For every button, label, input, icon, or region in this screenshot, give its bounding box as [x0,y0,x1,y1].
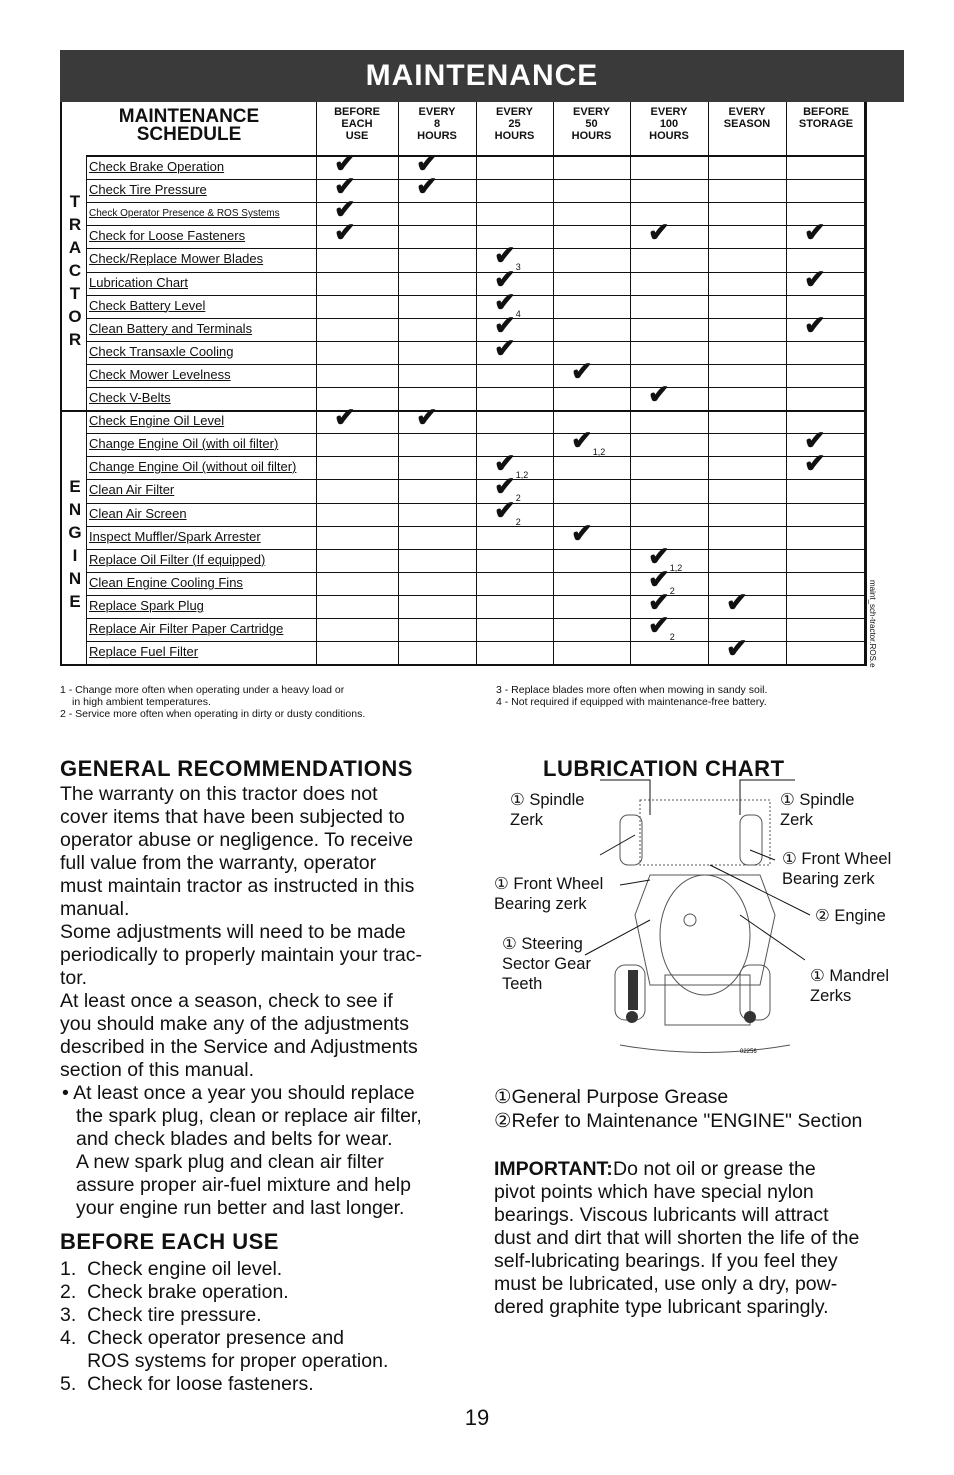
check-mark: ✔ [334,217,356,248]
label-mandrel [810,966,889,1006]
check-mark: $✔_3$ [494,240,521,273]
important-line: dust and dirt that will shorten the life of the [494,1227,860,1249]
schedule-title-line1: MAINTENANCE [118,106,260,127]
check-mark: $✔_2$ [648,610,675,643]
task-label: Replace Fuel Filter [89,644,199,660]
text-line: section of this manual. [60,1059,255,1081]
text-line: described in the Service and Adjustments [60,1036,418,1058]
task-label: Check Engine Oil Level [89,413,225,429]
task-label: Clean Air Filter [89,482,175,498]
text-line: At least once a season, check to see if [60,990,393,1012]
grid-hline [86,456,866,457]
grid-vline [866,102,867,666]
check-mark: ✔ [334,402,356,433]
tractor-side-letter: T [69,192,81,211]
grid-hline [86,503,866,504]
text-line: must maintain tractor as instructed in this [60,875,415,897]
text-line: and check blades and belts for wear. [76,1128,393,1150]
tractor-side-letter: R [68,215,82,234]
text-line: The warranty on this tractor does not [60,783,378,805]
text-line: Some adjustments will need to be made [60,921,406,943]
label-spindle-left-line2: Zerk [510,811,543,829]
check-mark: ✔ [726,586,748,617]
side-code: maint_sch-tractor.ROS.e [868,580,877,668]
engine-side-letter: G [68,523,82,542]
label-front-wheel-left [494,874,603,914]
check-mark: ✔ [804,448,826,479]
important-line: self-lubricating bearings. If you feel they [494,1250,838,1272]
check-mark: ✔ [416,171,438,202]
grid-hline [86,225,866,226]
text-line: periodically to properly maintain your trac- [60,944,422,966]
check-mark: ✔ [334,148,356,178]
task-label: Check for Loose Fasteners [89,228,246,244]
label-spindle-right-line1: ① Spindle [780,791,855,809]
check-mark: $✔_4$ [494,286,521,319]
grid-hline [86,179,866,180]
check-mark: ✔ [494,309,516,340]
check-mark: ✔ [571,517,593,548]
task-label: Check Transaxle Cooling [89,343,234,359]
tractor-side-letter: T [69,284,81,303]
grid-hline [86,364,866,365]
footnote-2: 2 - Service more often when operating in dirty or dusty conditions. [60,708,366,720]
label-steering-line1: ① Steering [502,935,583,953]
legend-2: ②Refer to Maintenance "ENGINE" Section [494,1110,863,1132]
col-header: BEFORE STORAGE [798,106,854,130]
grid-vline [476,102,477,666]
lubrication-heading: LUBRICATION CHART [543,756,785,781]
label-front-wheel-left-line2: Bearing zerk [494,895,587,913]
text-line: assure proper air-fuel mixture and help [76,1174,411,1196]
task-label: Change Engine Oil (without oil filter) [89,459,297,475]
check-mark: $✔_{1,2}$ [494,448,529,481]
grid-hline [86,156,866,157]
tractor-side-letter: A [68,238,82,257]
grid-hline [62,410,866,412]
before-each-use-item: 4. Check operator presence and [60,1327,345,1349]
footnote-1: 1 - Change more often when operating under a heavy load or [60,684,345,696]
label-spindle-left-line1: ① Spindle [510,791,585,809]
check-mark: ✔ [648,586,670,617]
text-line: you should make any of the adjustments [60,1013,410,1035]
grid-hline [86,526,866,527]
footnote-4: 4 - Not required if equipped with maintenance-free battery. [496,696,767,708]
important-line: dered graphite type lubricant sparingly. [494,1296,829,1318]
grid-hline [86,549,866,550]
schedule-title [62,108,316,144]
task-label: Check Mower Levelness [89,366,231,382]
grid-hline [86,248,866,249]
check-mark: ✔ [494,332,516,363]
text-line: A new spark plug and clean air filter [76,1151,384,1173]
text-line: tor. [60,967,88,989]
task-label: Lubrication Chart [89,274,188,290]
grid-hline [86,341,866,342]
grid-hline [86,595,866,596]
check-mark: ✔ [334,194,356,225]
check-mark: $✔_{1,2}$ [571,425,606,458]
schedule-title-line2: SCHEDULE [136,124,242,145]
engine-side-letter: E [69,592,81,611]
engine-side-letter: N [68,569,82,588]
check-mark: ✔ [804,425,826,456]
grid-hline [86,479,866,480]
legend-1: ①General Purpose Grease [494,1086,729,1108]
grid-hline [86,664,866,665]
col-header: BEFORE EACH USE [334,106,380,142]
check-mark: ✔ [416,148,438,178]
text-line: full value from the warranty, operator [60,852,377,874]
task-label: Check Brake Operation [89,159,225,174]
text-line: cover items that have been subjected to [60,806,405,828]
text-line: operator abuse or negligence. To receive [60,829,414,851]
grid-hline [86,641,866,642]
task-label: Replace Oil Filter (If equipped) [89,551,266,567]
task-label: Replace Spark Plug [89,597,204,613]
check-mark: $✔_2$ [494,494,521,527]
task-label: Replace Air Filter Paper Cartridge [89,621,284,636]
check-mark: ✔ [648,217,670,248]
label-front-wheel-right [782,849,891,889]
important-line: bearings. Viscous lubricants will attract [494,1204,829,1226]
check-mark: ✔ [804,309,826,340]
engine-side-letter: I [72,546,78,565]
task-label: Inspect Muffler/Spark Arrester [89,528,261,544]
page-number: 19 [464,1405,490,1430]
before-each-use-item: 5. Check for loose fasteners. [60,1373,314,1395]
check-mark: ✔ [571,355,593,386]
check-mark: ✔ [726,633,748,664]
tractor-side-letter: R [68,330,82,349]
check-mark: ✔ [648,379,670,409]
label-engine: ② Engine [815,907,886,925]
task-label: Check Operator Presence & ROS Systems [89,208,280,220]
grid-hline [86,572,866,573]
important-label: IMPORTANT: [494,1158,613,1180]
grid-vline [708,102,709,666]
label-steering-line2: Sector Gear [502,955,591,973]
before-each-use-item: 3. Check tire pressure. [60,1304,262,1326]
grid-vline [553,102,554,666]
grid-vline [316,102,317,666]
grid-vline [630,102,631,666]
col-header: EVERY 25 HOURS [494,106,535,142]
grid-hline [86,433,866,434]
before-each-use-item: 2. Check brake operation. [60,1281,289,1303]
check-mark: ✔ [804,263,826,294]
label-spindle-right [780,790,854,830]
col-header: EVERY SEASON [723,106,771,130]
grid-hline [86,272,866,273]
col-header: EVERY 100 HOURS [649,106,689,142]
engine-side-letter: E [69,477,81,496]
task-label: Change Engine Oil (with oil filter) [89,436,279,452]
tractor-side-letter: O [68,307,82,326]
footnote-1-cont: in high ambient temperatures. [72,696,211,708]
label-front-wheel-right-line2: Bearing zerk [782,870,875,888]
text-line: the spark plug, clean or replace air filter, [76,1105,422,1127]
before-each-use-item: 1. Check engine oil level. [60,1258,283,1280]
check-mark: $✔_{1,2}$ [648,540,683,573]
before-each-use-heading: BEFORE EACH USE [60,1229,279,1254]
text-line: • At least once a year you should replace [62,1082,415,1104]
check-mark: ✔ [416,402,438,433]
label-spindle-left [510,790,584,830]
before-each-use-list [60,1258,388,1396]
label-mandrel-line2: Zerks [810,987,852,1005]
task-label: Check V-Belts [89,390,171,405]
check-mark: $✔_2$ [648,563,675,596]
diagram-code: 02256 [740,1049,757,1055]
grid-hline [86,618,866,619]
check-mark: ✔ [804,217,826,248]
grid-hline [86,295,866,296]
check-mark: ✔ [334,171,356,202]
check-mark: ✔ [494,263,516,294]
text-line: your engine run better and last longer. [76,1197,405,1219]
task-label: Clean Battery and Terminals [89,320,253,336]
grid-hline [86,202,866,203]
task-label: Check Battery Level [89,297,206,313]
task-label: Clean Air Screen [89,505,187,521]
before-each-use-item: ROS systems for proper operation. [60,1350,389,1372]
label-front-wheel-right-line1: ① Front Wheel [782,850,892,868]
important-line: Do not oil or grease the [613,1158,816,1180]
tractor-side-letter: C [68,261,82,280]
grid-vline [398,102,399,666]
col-header: EVERY 8 HOURS [417,106,457,142]
engine-side-letter: N [68,500,82,519]
check-mark: $✔_2$ [494,471,521,504]
label-front-wheel-left-line1: ① Front Wheel [494,875,604,893]
grid-hline [86,318,866,319]
important-line: must be lubricated, use only a dry, pow- [494,1273,838,1295]
label-steering-line3: Teeth [502,975,543,993]
col-header: EVERY 50 HOURS [571,106,612,142]
grid-hline [86,387,866,388]
label-steering [502,934,591,994]
general-heading: GENERAL RECOMMENDATIONS [60,756,413,781]
text-line: manual. [60,898,130,920]
task-label: Check Tire Pressure [89,182,207,198]
label-mandrel-line1: ① Mandrel [810,967,889,985]
task-label: Clean Engine Cooling Fins [89,574,243,590]
grid-vline [786,102,787,666]
label-spindle-right-line2: Zerk [780,811,813,829]
footnote-3: 3 - Replace blades more often when mowing in sandy soil. [496,684,768,696]
important-line: pivot points which have special nylon [494,1181,814,1203]
task-label: Check/Replace Mower Blades [89,251,264,267]
maintenance-banner: MAINTENANCE [60,50,904,102]
